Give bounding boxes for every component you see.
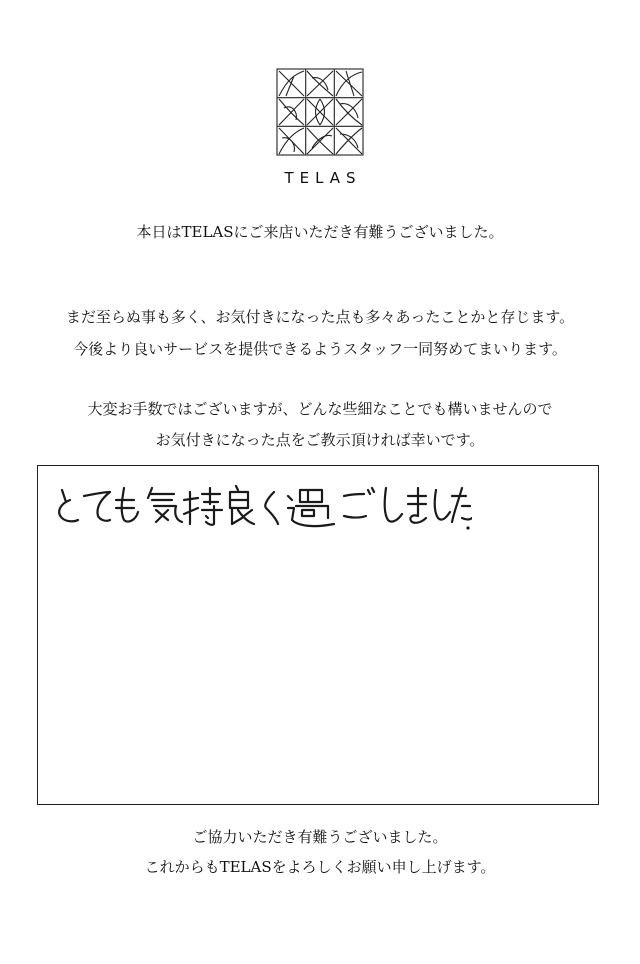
closing-line-1: ご協力いただき有難うございました。 xyxy=(192,828,448,846)
greeting-text: 本日はTELASにご来店いただき有難うございました。 xyxy=(136,223,504,241)
brand-name: TELAS xyxy=(284,169,362,187)
request-line-1: 大変お手数ではございますが、どんな些細なことでも構いませんので xyxy=(87,400,553,418)
handwritten-comment xyxy=(52,478,472,538)
apology-line-1: まだ至らぬ事も多く、お気付きになった点も多々あったことかと存じます。 xyxy=(65,308,575,326)
closing-line-2: これからもTELASをよろしくお願い申し上げます。 xyxy=(144,858,496,876)
telas-logo-icon xyxy=(276,68,364,156)
request-line-2: お気付きになった点をご教示頂ければ幸いです。 xyxy=(155,431,485,449)
apology-line-2: 今後より良いサービスを提供できるようスタッフ一同努めてまいります。 xyxy=(73,340,567,358)
